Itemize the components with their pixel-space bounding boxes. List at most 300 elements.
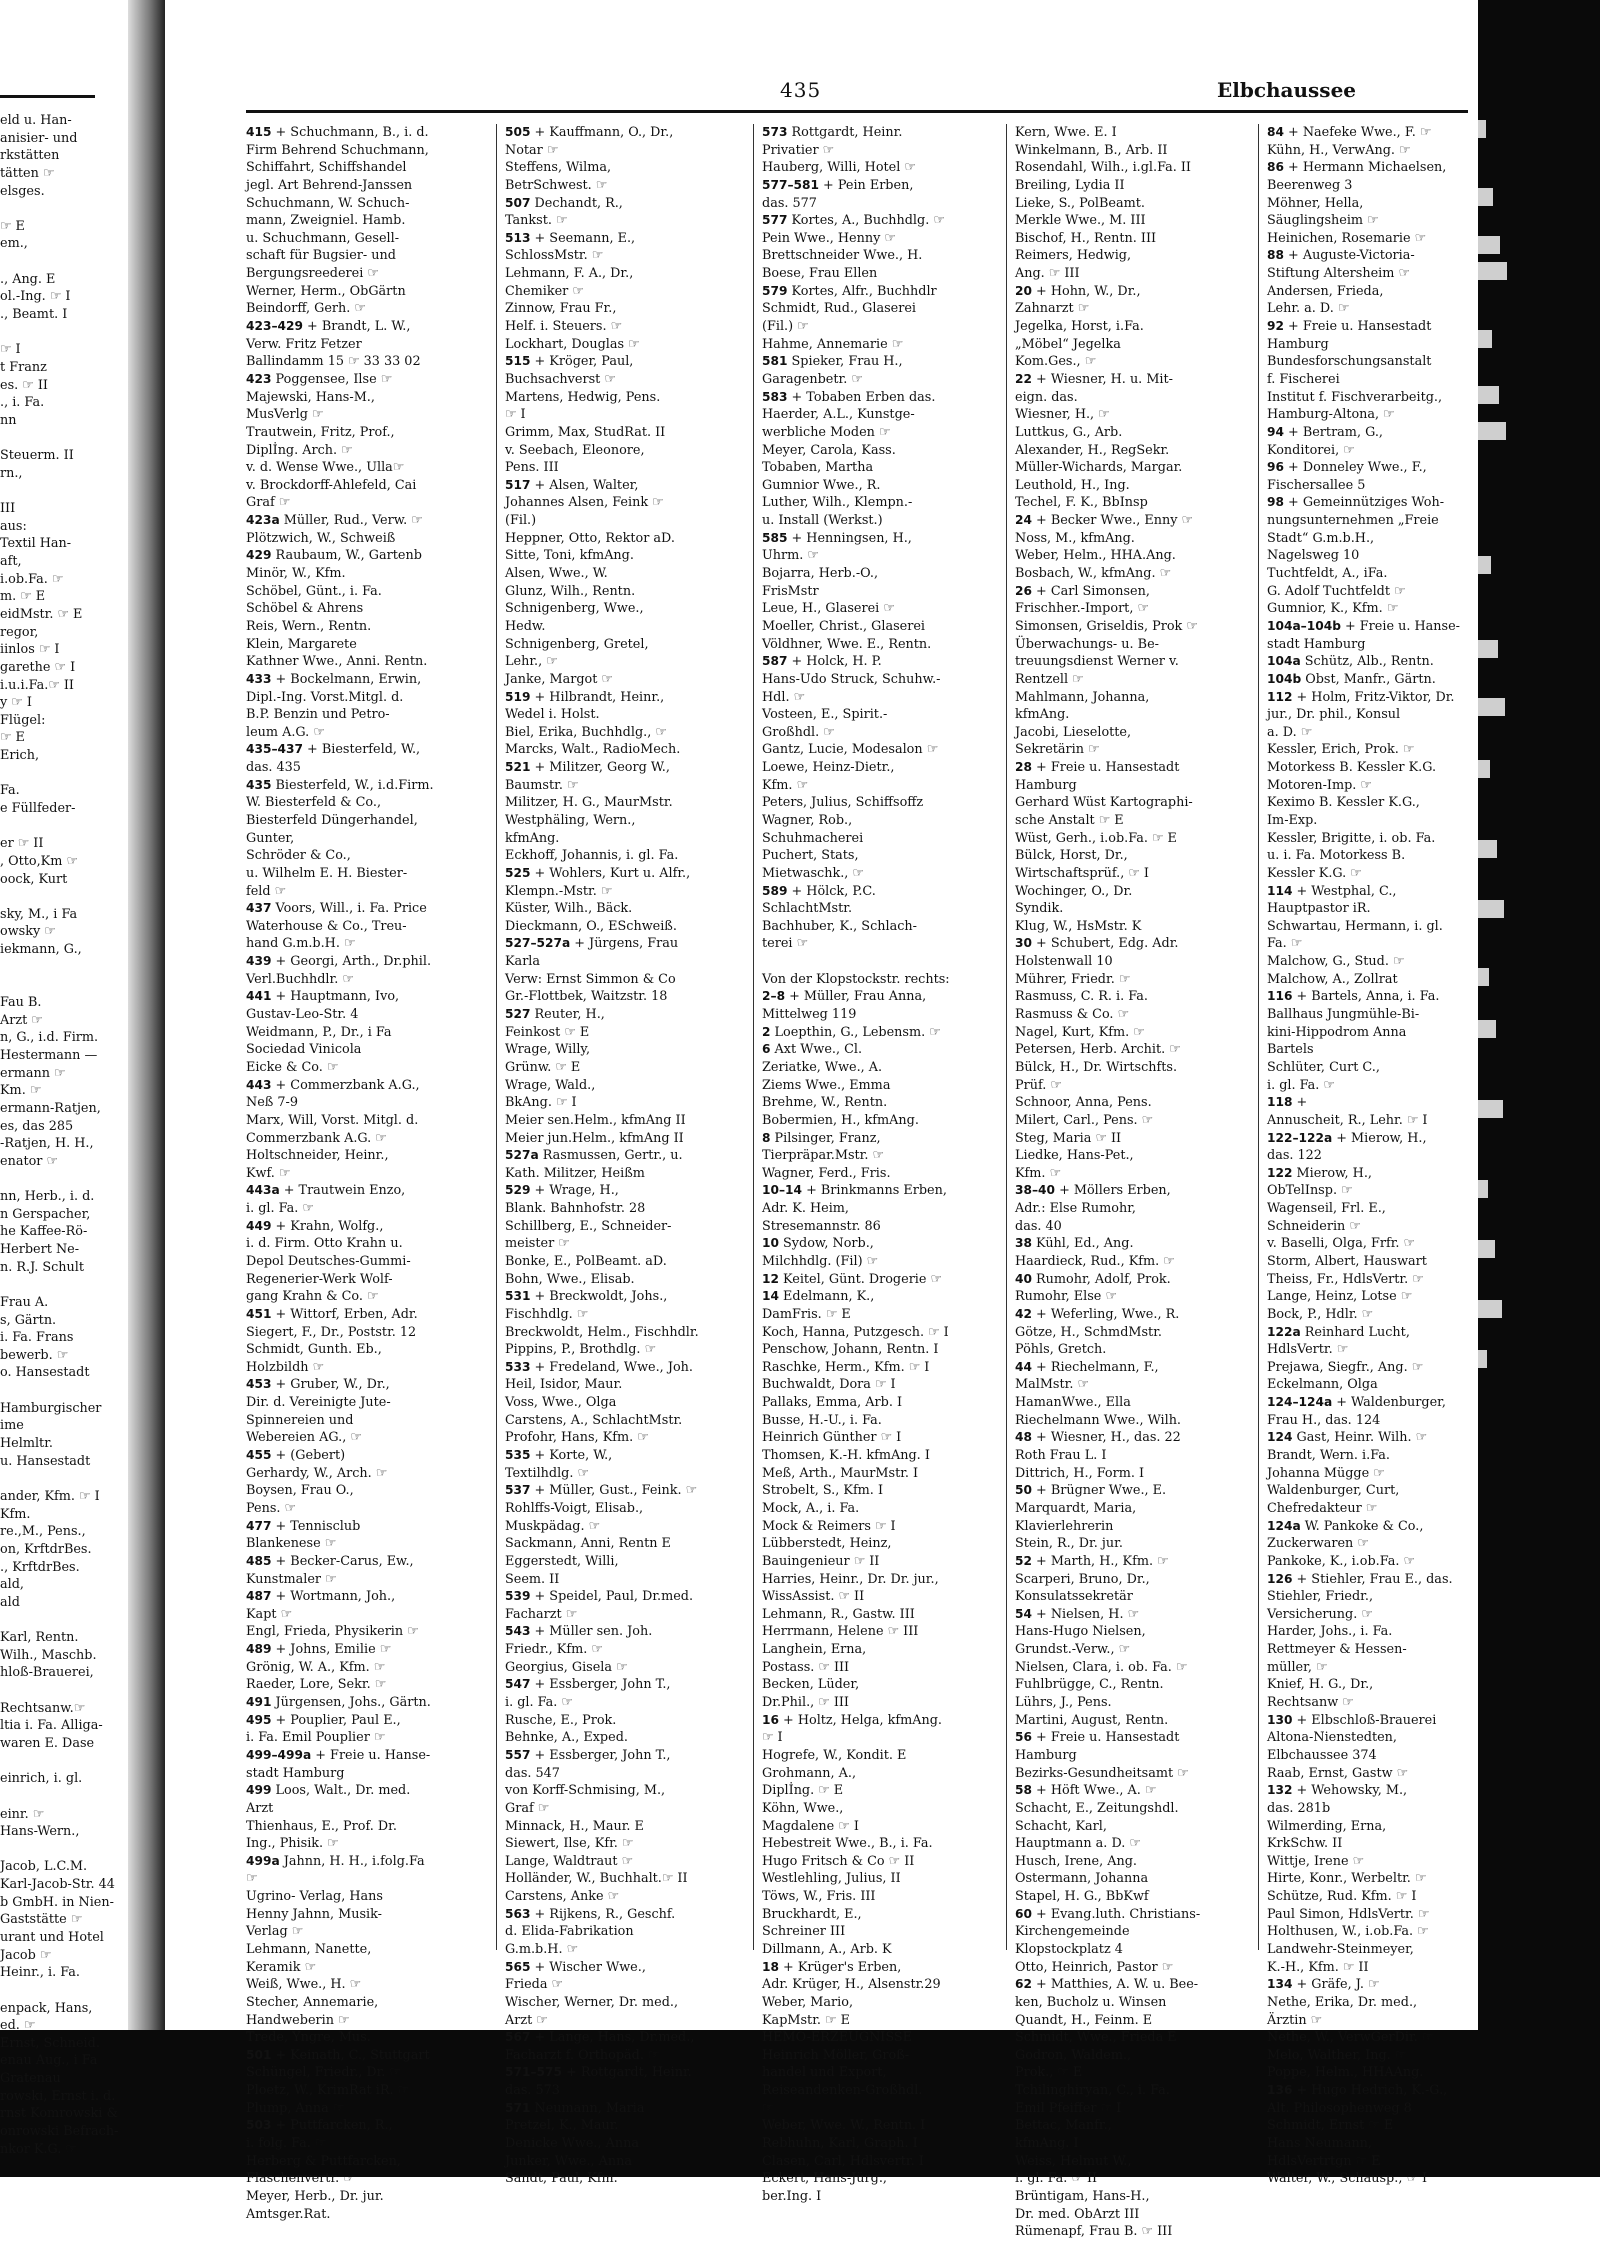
- directory-entry-line: Strobelt, S., Kfm. I: [762, 1483, 884, 1499]
- directory-entry-line: Eicke & Co. ☞: [246, 1059, 339, 1075]
- directory-entry-line: 429 Raubaum, W., Gartenb: [246, 548, 422, 564]
- directory-entry-line: ber.Ing. I: [762, 2188, 822, 2204]
- directory-entry-line: BetrSchwest. ☞: [505, 177, 608, 193]
- directory-entry-line: 94 + Bertram, G.,: [1267, 424, 1383, 440]
- directory-entry-line: Weiß, Wwe., H. ☞: [246, 1977, 362, 1993]
- directory-entry-line: Georgius, Gisela ☞: [505, 1659, 628, 1675]
- directory-entry-line: Hauptmann a. D. ☞: [1015, 1836, 1141, 1852]
- directory-entry-line: Schnigenberg, Wwe.,: [505, 601, 644, 617]
- previous-page-line: ltia i. Fa. Alliga-: [0, 1718, 103, 1734]
- previous-page-line: Gratenau: [0, 2071, 61, 2087]
- directory-entry-line: nungsunternehmen „Freie: [1267, 513, 1439, 529]
- directory-entry-line: Fuhlbrügge, C., Rentn.: [1015, 1677, 1164, 1693]
- directory-entry-line: Rasmuss, C. R. i. Fa.: [1015, 989, 1148, 1005]
- directory-entry-line: Ballindamm 15 ☞ 33 33 02: [246, 354, 421, 370]
- directory-entry-line: Majewski, Hans-M.,: [246, 389, 375, 405]
- directory-entry-line: Schreiner III: [762, 1924, 846, 1940]
- directory-entry-line: Thienhaus, E., Prof. Dr.: [246, 1818, 397, 1834]
- directory-entry-line: Kirchengemeinde: [1015, 1924, 1130, 1940]
- previous-page-line: iinlos ☞ I: [0, 642, 60, 658]
- previous-page-line: [0, 959, 122, 977]
- previous-page-line: ., Beamt. I: [0, 307, 68, 323]
- directory-entry-line: Waldenburger, Curt,: [1267, 1483, 1400, 1499]
- directory-entry-line: das. 577: [762, 195, 817, 211]
- previous-page-line: einrich, i. gl.: [0, 1771, 83, 1787]
- directory-entry-line: KapMstr. ☞ E: [762, 2012, 850, 2028]
- directory-entry-line: Bosbach, W., kfmAng. ☞: [1015, 566, 1172, 582]
- directory-entry-line: i. gl. Fa. ☞: [246, 1201, 314, 1217]
- previous-page-line: Karl, Rentn.: [0, 1630, 79, 1646]
- directory-entry-line: Notar ☞: [505, 142, 559, 158]
- directory-entry-line: Prüf. ☞: [1015, 1077, 1062, 1093]
- directory-entry-line: Wrage, Willy,: [505, 1042, 591, 1058]
- previous-page-line: aus:: [0, 518, 27, 534]
- directory-entry-line: Milchhdlg. (Fil) ☞: [762, 1254, 879, 1269]
- directory-entry-line: Schneiderin ☞: [1267, 1218, 1361, 1234]
- previous-page-line: Heinr., i. Fa.: [0, 1965, 80, 1981]
- directory-entry-line: Herberg & Puttfarcken,: [246, 2153, 401, 2169]
- directory-entry-line: Ing., Phisik. ☞: [246, 1836, 339, 1852]
- directory-entry-line: Rasmuss & Co. ☞: [1015, 1007, 1130, 1023]
- directory-entry-line: B.P. Benzin und Petro-: [246, 707, 390, 723]
- directory-entry-line: 124–124a + Waldenburger,: [1267, 1395, 1446, 1411]
- directory-entry-line: 585 + Henningsen, H.,: [762, 530, 912, 546]
- previous-page-line: m. ☞ E: [0, 589, 46, 605]
- directory-entry-line: Westphäling, Wern.,: [505, 812, 636, 828]
- previous-page-line: sky, M., i Fa: [0, 906, 78, 922]
- directory-entry-line: Lührs, J., Pens.: [1015, 1695, 1112, 1711]
- directory-entry-line: Minnack, H., Maur. E: [505, 1818, 644, 1834]
- directory-entry-line: 505 + Kauffmann, O., Dr.,: [505, 125, 674, 140]
- directory-entry-line: 86 + Hermann Michaelsen,: [1267, 160, 1447, 176]
- directory-entry-line: Lehr. a. D. ☞: [1267, 301, 1350, 317]
- previous-page-line: Karl-Jacob-Str. 44: [0, 1877, 115, 1893]
- directory-entry-line: Pretzel, K., Maur.: [505, 2118, 619, 2134]
- directory-entry-line: 539 + Speidel, Paul, Dr.med.: [505, 1589, 694, 1605]
- column-1: [246, 124, 474, 2223]
- directory-entry-line: Schacht, Karl,: [1015, 1818, 1107, 1834]
- previous-page-line: [0, 430, 122, 448]
- directory-entry-line: „Möbel“ Jegelka: [1015, 336, 1121, 352]
- directory-entry-line: Leue, H., Glaserei ☞: [762, 601, 895, 617]
- directory-entry-line: Tobaben, Martha: [762, 460, 874, 476]
- directory-entry-line: Kessler, Brigitte, i. ob. Fa.: [1267, 830, 1436, 846]
- directory-entry-line: Schüngel, Friedr., Dr. ☞: [246, 2065, 401, 2081]
- previous-page-line: Flügel:: [0, 712, 46, 728]
- previous-page-line: [0, 1611, 122, 1629]
- directory-entry-line: Eggerstedt, Willi,: [505, 1553, 619, 1569]
- directory-entry-line: Steg, Maria ☞ II: [1015, 1130, 1122, 1146]
- directory-entry-line: 491 Jürgensen, Johs., Gärtn.: [246, 1695, 431, 1711]
- directory-entry-line: Bonke, E., PolBeamt. aD.: [505, 1254, 667, 1269]
- directory-entry-line: Alt. Philosophenweg 8: [1267, 2100, 1412, 2116]
- directory-entry-line: Wüst, Gerh., i.ob.Fa. ☞ E: [1015, 830, 1177, 846]
- directory-entry-line: 433 + Bockelmann, Erwin,: [246, 671, 422, 687]
- previous-page-line: [0, 818, 122, 836]
- directory-entry-line: 38 Kühl, Ed., Ang.: [1015, 1236, 1134, 1252]
- directory-entry-line: Adr.: Else Rumohr,: [1015, 1201, 1136, 1217]
- directory-entry-line: Hahme, Annemarie ☞: [762, 336, 904, 352]
- directory-entry-line: Gr.-Flottbek, Waitzstr. 18: [505, 989, 668, 1005]
- directory-entry-line: Meß, Arth., MaurMstr. I: [762, 1465, 919, 1481]
- previous-page-line: ., Ang. E: [0, 271, 56, 287]
- directory-entry-line: Plump, Anna ☞: [246, 2100, 345, 2116]
- directory-entry-line: 525 + Wohlers, Kurt u. Alfr.,: [505, 865, 691, 881]
- directory-entry-line: Mührer, Friedr. ☞: [1015, 971, 1131, 987]
- directory-entry-line: 84 + Naefeke Wwe., F. ☞: [1267, 125, 1432, 140]
- directory-entry-line: Raeder, Lore, Sekr. ☞: [246, 1677, 387, 1693]
- directory-entry-line: Holstenwall 10: [1015, 954, 1113, 970]
- directory-entry-line: 583 + Tobaben Erben das.: [762, 389, 936, 405]
- directory-entry-line: das. 40: [1015, 1218, 1062, 1234]
- directory-entry-line: Thomsen, K.-H. kfmAng. I: [762, 1448, 930, 1464]
- previous-page-line: oock, Kurt: [0, 871, 68, 887]
- previous-page-line: garethe ☞ I: [0, 659, 76, 675]
- directory-entry-line: Militzer, H. G., MaurMstr.: [505, 795, 673, 811]
- directory-entry-line: Rentzell ☞: [1015, 671, 1084, 687]
- directory-entry-line: Heinichen, Rosemarie ☞: [1267, 230, 1427, 246]
- directory-entry-line: Storm, Albert, Hauswart: [1267, 1254, 1427, 1269]
- directory-entry-line: Lockhart, Douglas ☞: [505, 336, 640, 352]
- directory-entry-line: 126 + Stiehler, Frau E., das.: [1267, 1571, 1453, 1587]
- directory-entry-line: 98 + Gemeinnütziges Woh-: [1267, 495, 1445, 511]
- previous-page-line: , Otto,Km ☞: [0, 853, 78, 869]
- directory-entry-line: Schiffahrt, Schiffshandel: [246, 160, 407, 176]
- column-2: [505, 124, 733, 2188]
- directory-entry-line: 12 Keitel, Günt. Drogerie ☞: [762, 1271, 943, 1287]
- previous-page-line: ☞ E: [0, 730, 25, 746]
- directory-entry-line: Breckwoldt, Helm., Fischhdlr.: [505, 1324, 699, 1340]
- directory-entry-line: i. Fa. Emil Pouplier ☞: [246, 1730, 386, 1746]
- directory-entry-line: Lübberstedt, Heinz,: [762, 1536, 892, 1552]
- directory-entry-line: Ugrino- Verlag, Hans: [246, 1889, 383, 1905]
- directory-entry-line: Gumnior, K., Kfm. ☞: [1267, 601, 1399, 617]
- directory-entry-line: Pippins, P., Brothdlg. ☞: [505, 1342, 657, 1358]
- directory-entry-line: Zinnow, Frau Fr.,: [505, 301, 617, 317]
- directory-entry-line: Grimm, Max, StudRat. II: [505, 424, 666, 440]
- directory-entry-line: stadt Hamburg: [246, 1765, 345, 1781]
- directory-entry-line: u. Install (Werkst.): [762, 513, 883, 529]
- directory-entry-line: Uhrm. ☞: [762, 548, 819, 564]
- directory-entry-line: Müller-Wichards, Margar.: [1015, 460, 1183, 476]
- directory-entry-line: Alexander, H., RegSekr.: [1015, 442, 1170, 458]
- directory-entry-line: Mittelweg 119: [762, 1007, 857, 1023]
- directory-entry-line: 581 Spieker, Frau H.,: [762, 354, 903, 370]
- directory-entry-line: Westlehling, Julius, II: [762, 1871, 901, 1887]
- directory-entry-line: 435 Biesterfeld, W., i.d.Firm.: [246, 777, 434, 793]
- previous-page-line: ald: [0, 1594, 20, 1610]
- column-divider: [496, 124, 497, 1950]
- directory-entry-line: Noss, M., kfmAng.: [1015, 530, 1135, 546]
- directory-entry-line: Schlüter, Curt C.,: [1267, 1059, 1380, 1075]
- directory-entry-line: Hedw.: [505, 618, 546, 634]
- directory-entry-line: 122–122a + Mierow, H.,: [1267, 1130, 1427, 1146]
- directory-entry-line: Tuchtfeldt, A., iFa.: [1267, 566, 1388, 582]
- directory-entry-line: Langhein, Erna,: [762, 1642, 867, 1658]
- directory-entry-line: Kapt ☞: [246, 1606, 293, 1622]
- directory-entry-line: Konsulatssekretär: [1015, 1589, 1133, 1605]
- directory-entry-line: 104b Obst, Manfr., Gärtn.: [1267, 671, 1436, 687]
- directory-entry-line: 2–8 + Müller, Frau Anna,: [762, 989, 927, 1005]
- previous-page-line: [0, 1382, 122, 1400]
- directory-entry-line: u. i. Fa. Motorkess B.: [1267, 848, 1406, 864]
- directory-entry-line: müller, ☞: [1267, 1659, 1328, 1675]
- directory-entry-line: Dir. d. Vereinigte Jute-: [246, 1395, 391, 1411]
- directory-entry-line: schaft für Bugsier- und: [246, 248, 396, 264]
- previous-page-line: [0, 253, 122, 271]
- directory-entry-line: das. 122: [1267, 1148, 1322, 1164]
- directory-entry-line: Wittje, Irene ☞: [1267, 1853, 1365, 1869]
- previous-page-line: ., i. Fa.: [0, 395, 45, 411]
- directory-entry-line: Wedel i. Holst.: [505, 707, 600, 723]
- previous-page-line: re.,M., Pens.,: [0, 1524, 86, 1540]
- directory-entry-line: Nagelsweg 10: [1267, 548, 1360, 564]
- directory-entry-line: Im-Exp.: [1267, 812, 1318, 828]
- directory-entry-line: Wilmerding, Erna,: [1267, 1818, 1387, 1834]
- directory-entry-line: 112 + Holm, Fritz-Viktor, Dr.: [1267, 689, 1455, 705]
- directory-entry-line: Vosteen, E., Spirit.-: [762, 707, 888, 723]
- directory-entry-line: Malchow, G., Stud. ☞: [1267, 954, 1405, 970]
- directory-entry-line: Baumstr. ☞: [505, 777, 579, 793]
- directory-entry-line: Rümenapf, Frau B. ☞ III: [1015, 2224, 1173, 2240]
- previous-page-line: [0, 1753, 122, 1771]
- directory-entry-line: 489 + Johns, Emilie ☞: [246, 1642, 392, 1658]
- directory-entry-line: 130 + Elbschloß-Brauerei: [1267, 1712, 1437, 1728]
- directory-entry-line: Arzt: [246, 1800, 274, 1816]
- directory-entry-line: Prok., ☞ E: [1015, 2065, 1083, 2081]
- previous-page-line: o. Hansestadt: [0, 1365, 90, 1381]
- directory-entry-line: Lehr., ☞: [505, 654, 558, 670]
- directory-entry-line: Mahlmann, Johanna,: [1015, 689, 1150, 705]
- directory-entry-line: Rechtsanw ☞: [1267, 1695, 1354, 1711]
- previous-page-line: Km. ☞: [0, 1083, 42, 1099]
- previous-page-line: [0, 482, 122, 500]
- directory-entry-line: Gunter,: [246, 830, 295, 846]
- directory-entry-line: 26 + Carl Simonsen,: [1015, 583, 1150, 599]
- previous-page-line: -Ratjen, H. H.,: [0, 1136, 94, 1152]
- directory-entry-line: Bock, P., Hdlr. ☞: [1267, 1306, 1374, 1322]
- directory-entry-line: 88 + Auguste-Victoria-: [1267, 248, 1415, 264]
- directory-entry-line: Köhn, Wwe.,: [762, 1800, 844, 1816]
- directory-entry-line: Riechelmann Wwe., Wilh.: [1015, 1412, 1181, 1428]
- directory-entry-line: ken, Bucholz u. Winsen: [1015, 1994, 1167, 2010]
- directory-entry-line: Magdalene ☞ I: [762, 1818, 859, 1834]
- directory-entry-line: 515 + Kröger, Paul,: [505, 354, 634, 370]
- previous-page-line: [0, 976, 122, 994]
- directory-entry-line: Pallaks, Emma, Arb. I: [762, 1395, 903, 1411]
- directory-entry-line: Pens. ☞: [246, 1500, 297, 1516]
- directory-entry-line: Martini, August, Rentn.: [1015, 1712, 1169, 1728]
- directory-entry-line: Sandt, Paul, Kfm.: [505, 2171, 618, 2187]
- directory-entry-line: Ostermann, Johanna: [1015, 1871, 1149, 1887]
- directory-entry-line: kini-Hippodrom Anna: [1267, 1024, 1407, 1040]
- directory-entry-line: 104a–104b + Freie u. Hanse-: [1267, 618, 1460, 634]
- previous-page-line: s, Gärtn.: [0, 1312, 57, 1328]
- directory-entry-line: Malchow, A., Zollrat: [1267, 971, 1398, 987]
- previous-page-line: Erich,: [0, 748, 40, 764]
- directory-entry-line: Kern, Wwe. E. I: [1015, 125, 1117, 140]
- previous-page-line: es. ☞ II: [0, 377, 48, 393]
- directory-entry-line: Reis, Wern., Rentn.: [246, 618, 372, 634]
- directory-entry-line: Gerhard Wüst Kartographi-: [1015, 795, 1193, 811]
- directory-entry-line: das. 573: [505, 2083, 560, 2099]
- directory-entry-line: Harder, Johs., i. Fa.: [1267, 1624, 1393, 1640]
- directory-entry-line: Heil, Isidor, Maur.: [505, 1377, 623, 1393]
- directory-entry-line: 499–499a + Freie u. Hanse-: [246, 1747, 431, 1763]
- directory-entry-line: 517 + Alsen, Walter,: [505, 477, 639, 493]
- directory-entry-line: Verw: Ernst Simmon & Co: [505, 971, 676, 987]
- directory-entry-line: Wischer, Werner, Dr. med.,: [505, 1994, 679, 2010]
- previous-page-line: [0, 1982, 122, 2000]
- previous-page-line: ald,: [0, 1577, 24, 1593]
- directory-entry-line: Melo, Walther, Ing. ☞: [1267, 2047, 1407, 2063]
- directory-entry-line: Beerenweg 3: [1267, 177, 1353, 193]
- directory-entry-line: 48 + Wiesner, H., das. 22: [1015, 1430, 1181, 1446]
- directory-entry-line: Trautwein, Fritz, Prof.,: [246, 424, 395, 440]
- directory-entry-line: 104a Schütz, Alb., Rentn.: [1267, 654, 1434, 670]
- directory-entry-line: Depol Deutsches-Gummi-: [246, 1254, 411, 1269]
- directory-entry-line: Mietwaschk., ☞: [762, 865, 864, 881]
- directory-entry-line: f. Fischerei: [1267, 371, 1340, 387]
- directory-entry-line: 60 + Evang.luth. Christians-: [1015, 1906, 1201, 1922]
- directory-entry-line: 531 + Breckwoldt, Johs.,: [505, 1289, 668, 1305]
- previous-page-line: on, KrftdrBes.: [0, 1541, 92, 1557]
- previous-page-line: [0, 1682, 122, 1700]
- directory-entry-line: 24 + Becker Wwe., Enny ☞: [1015, 513, 1193, 529]
- directory-entry-line: Facharzt f. Orthopäd. ☞: [505, 2047, 660, 2063]
- directory-entry-line: 527–527a + Jürgens, Frau: [505, 936, 679, 952]
- directory-entry-line: Schöbel, Günt., i. Fa.: [246, 583, 382, 599]
- directory-entry-line: Stein, R., Dr. jur.: [1015, 1536, 1123, 1552]
- directory-entry-line: ☞ I: [762, 1730, 783, 1746]
- previous-page-line: [0, 1170, 122, 1188]
- directory-entry-line: 557 + Essberger, John T.,: [505, 1747, 671, 1763]
- directory-entry-line: 116 + Bartels, Anna, i. Fa.: [1267, 989, 1440, 1005]
- previous-page-line: i.u.i.Fa.☞ II: [0, 677, 74, 693]
- directory-entry-line: 54 + Nielsen, H. ☞: [1015, 1606, 1140, 1622]
- directory-entry-line: das. 435: [246, 760, 301, 776]
- directory-entry-line: Annuscheit, R., Lehr. ☞ I: [1267, 1112, 1428, 1128]
- directory-entry-line: 507 Dechandt, R.,: [505, 195, 623, 211]
- directory-entry-line: Feinkost ☞ E: [505, 1024, 590, 1040]
- book-gutter-shadow: [128, 0, 165, 2030]
- directory-entry-line: Eckelmann, Olga: [1267, 1377, 1378, 1393]
- directory-entry-line: Verlag ☞: [246, 1924, 304, 1940]
- directory-entry-line: Hans-Udo Struck, Schuhw.-: [762, 671, 941, 687]
- directory-entry-line: 533 + Fredeland, Wwe., Joh.: [505, 1359, 693, 1375]
- directory-entry-line: Säuglingsheim ☞: [1267, 213, 1379, 229]
- directory-entry-line: (Fil.) ☞: [762, 319, 809, 335]
- directory-entry-line: Otto, Heinrich, Pastor ☞: [1015, 1959, 1174, 1975]
- directory-entry-line: Textilhdlg. ☞: [505, 1465, 589, 1481]
- directory-entry-line: 571–575 + Rottgardt, Heinr.: [505, 2065, 692, 2081]
- directory-entry-line: 577–581 + Pein Erben,: [762, 177, 914, 193]
- directory-entry-line: Weidmann, P., Dr., i Fa: [246, 1024, 392, 1040]
- directory-entry-line: Dittrich, H., Form. I: [1015, 1465, 1145, 1481]
- directory-entry-line: 22 + Wiesner, H. u. Mit-: [1015, 371, 1173, 387]
- directory-entry-line: Henny Jahnn, Musik-: [246, 1906, 382, 1922]
- directory-entry-line: Fa. ☞: [1267, 936, 1303, 952]
- directory-entry-line: Penschow, Johann, Rentn. I: [762, 1342, 939, 1358]
- directory-entry-line: Haardieck, Rud., Kfm. ☞: [1015, 1254, 1175, 1269]
- directory-entry-line: Janke, Margot ☞: [505, 671, 613, 687]
- directory-entry-line: Heinrich Günther ☞ I: [762, 1430, 902, 1446]
- directory-entry-line: 6 Axt Wwe., Cl.: [762, 1042, 863, 1058]
- previous-page-line: [0, 324, 122, 342]
- directory-entry-line: 118 +: [1267, 1095, 1308, 1111]
- directory-entry-line: Rumohr, Else ☞: [1015, 1289, 1117, 1305]
- previous-page-line: ermann-Ratjen,: [0, 1100, 101, 1116]
- directory-entry-line: 16 + Holtz, Helga, kfmAng.: [762, 1712, 942, 1728]
- directory-entry-line: Bauingenieur ☞ II: [762, 1553, 880, 1569]
- directory-entry-line: Schnoor, Anna, Pens.: [1015, 1095, 1152, 1111]
- directory-entry-line: Ang. ☞ III: [1015, 266, 1080, 282]
- previous-page-line: rnst Komrowski &: [0, 2106, 118, 2122]
- directory-entry-line: Johanna Mügge ☞: [1267, 1465, 1385, 1481]
- directory-entry-line: Wagenseil, Frl. E.,: [1267, 1201, 1386, 1217]
- previous-page-line: ed. ☞: [0, 2018, 36, 2034]
- directory-entry-line: Moeller, Christ., Glaserei: [762, 618, 926, 634]
- directory-entry-line: 20 + Hohn, W., Dr.,: [1015, 283, 1141, 299]
- directory-entry-line: 56 + Freie u. Hansestadt: [1015, 1730, 1180, 1746]
- directory-entry-line: Herrmann, Helene ☞ III: [762, 1624, 919, 1640]
- directory-entry-line: (Fil.): [505, 513, 537, 529]
- previous-page-line: [0, 1276, 122, 1294]
- directory-entry-line: 527a Rasmussen, Gertr., u.: [505, 1148, 683, 1164]
- previous-page-line: ermann ☞: [0, 1065, 66, 1081]
- directory-entry-line: Holländer, W., Buchhalt.☞ II: [505, 1871, 688, 1887]
- previous-page-line: rowski, Ernst i. d.: [0, 2088, 116, 2104]
- directory-entry-line: Schmidt, Ernst ☞ E: [1267, 2118, 1394, 2134]
- previous-page-line: Hestermann —: [0, 1047, 98, 1063]
- directory-entry-line: 122a Reinhard Lucht,: [1267, 1324, 1410, 1340]
- directory-entry-line: Küster, Wilh., Bäck.: [505, 901, 633, 917]
- previous-page-line: enator ☞: [0, 1153, 58, 1169]
- directory-entry-line: 28 + Freie u. Hansestadt: [1015, 760, 1180, 776]
- directory-entry-line: 2 Loepthin, G., Lebensm. ☞: [762, 1024, 941, 1040]
- directory-entry-line: Sociedad Vinicola: [246, 1042, 362, 1058]
- directory-entry-line: Privatier ☞: [762, 142, 835, 158]
- directory-entry-line: Kessler K.G. ☞: [1267, 865, 1362, 881]
- previous-page-line: tätten ☞: [0, 165, 55, 181]
- directory-entry-line: Webereien AG., ☞: [246, 1430, 362, 1446]
- directory-entry-line: Lehmann, Nanette,: [246, 1941, 372, 1957]
- directory-entry-line: Eckert, Hans-Jürg.,: [762, 2171, 887, 2187]
- directory-entry-line: Loewe, Heinz-Dietr.,: [762, 760, 895, 776]
- directory-entry-line: 52 + Marth, H., Kfm. ☞: [1015, 1553, 1169, 1569]
- scanner-edge-marks: [1478, 0, 1600, 2030]
- directory-entry-line: Bülck, H., Dr. Wirtschfts.: [1015, 1059, 1178, 1075]
- directory-entry-line: Wiesner, H., ☞: [1015, 407, 1110, 423]
- directory-entry-line: Handweberin ☞: [246, 2012, 350, 2028]
- directory-entry-line: Nethe, W., VerwGerDir. ☞: [1267, 2030, 1434, 2046]
- directory-entry-line: 503 + Puttfarcken, R.,: [246, 2118, 393, 2134]
- directory-entry-line: Rettmeyer & Hessen-: [1267, 1642, 1407, 1658]
- directory-entry-line: Trede, Yngre, Mus.: [246, 2030, 371, 2046]
- previous-page-line: [0, 1841, 122, 1859]
- previous-page-line: Ernst, Schneid.: [0, 2035, 100, 2051]
- directory-entry-line: Mock, A., i. Fa.: [762, 1500, 860, 1516]
- directory-entry-line: Hamburg: [1015, 1747, 1077, 1763]
- directory-entry-line: Friedr., Kfm. ☞: [505, 1642, 603, 1658]
- previous-page-line: Fa.: [0, 783, 20, 799]
- directory-entry-line: Hauberg, Willi, Hotel ☞: [762, 160, 916, 176]
- previous-page-line: em.,: [0, 236, 28, 252]
- directory-entry-line: 124a W. Pankoke & Co.,: [1267, 1518, 1424, 1534]
- directory-entry-line: Kfm. ☞: [1015, 1165, 1062, 1181]
- directory-entry-line: i. d. Firm. Otto Krahn u.: [246, 1236, 403, 1252]
- directory-entry-line: MusVerlg ☞: [246, 407, 324, 423]
